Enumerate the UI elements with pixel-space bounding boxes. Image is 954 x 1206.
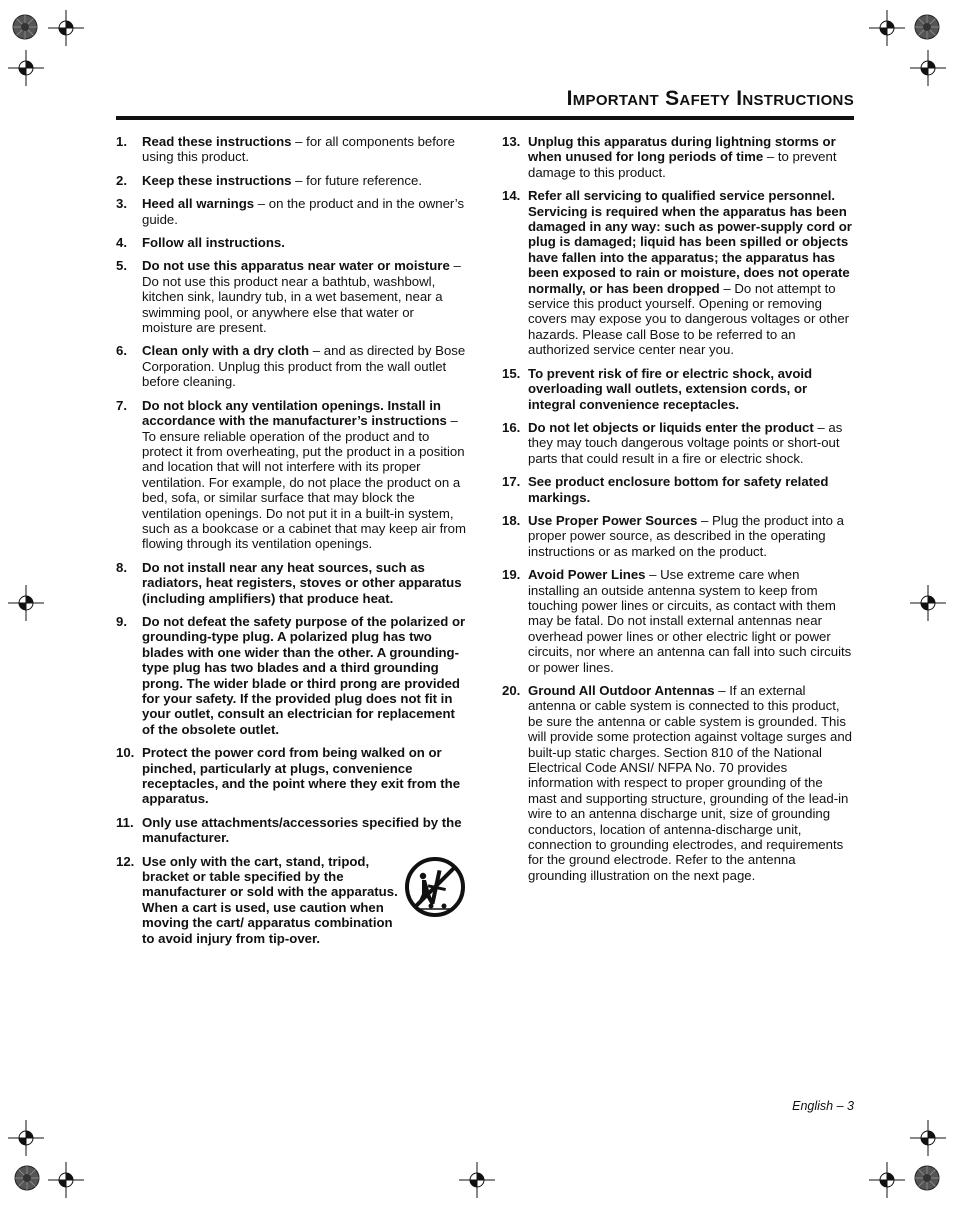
item-body [528,366,854,412]
item-body [142,398,466,552]
item-body [142,560,466,606]
item-heading: Do not use this apparatus near water or moisture [142,258,450,274]
item-number: 3. [116,196,127,212]
list-item [116,854,466,946]
item-heading: Use Proper Power Sources [528,512,698,528]
title-rule [116,116,854,120]
item-body [528,188,854,357]
list-item [116,235,466,250]
item-body [142,815,466,846]
color-wheel-icon [914,14,940,40]
item-number: 13. [502,134,521,149]
item-text: – to prevent damage to this product. [528,149,837,180]
list-item [502,188,854,357]
page-footer: English – 3 [792,1099,854,1113]
list-item [502,366,854,412]
item-heading: To prevent risk of fire or electric shock, avoid overloading wall outlets, extension cords, or integral convenience receptacles. [528,365,813,412]
item-heading: Avoid Power Lines [528,567,646,583]
item-text: – as they may touch dangerous voltage points or short-out parts that could result in a fire or electric shock. [528,419,843,466]
cart-tipover-warning-icon [404,856,466,918]
list-item [116,343,466,389]
item-heading: Follow all instructions. [142,235,285,251]
item-heading: See product enclosure bottom for safety related markings. [528,474,829,505]
item-body [142,134,466,165]
item-number: 17. [502,474,521,490]
item-number: 20. [502,683,521,698]
item-heading: Only use attachments/accessories specified by the manufacturer. [142,814,462,846]
list-item [116,258,466,335]
item-heading: Keep these instructions [142,172,292,188]
item-heading: Clean only with a dry cloth [142,343,310,359]
list-item [116,134,466,165]
item-text: – Do not attempt to service this product yourself. Opening or removing covers may expose you to dangerous voltages or other hazards. Please call Bose to be referred to an authorized service center near you. [528,280,850,358]
list-item [116,745,466,807]
item-body [142,343,466,389]
item-number: 18. [502,512,521,528]
item-heading: Use only with the cart, stand, tripod, bracket or table specified by the manufacturer or sold with the apparatus. When a cart is used, use caution when moving the cart/ apparatus combination to avoid injury from tip-over. [142,853,398,946]
list-item [502,683,854,883]
list-item [502,474,854,505]
list-item [116,398,466,552]
item-heading: Ground All Outdoor Antennas [528,683,715,698]
item-number: 4. [116,235,127,251]
item-text: – Do not use this product near a bathtub, washbowl, kitchen sink, laundry tub, in a wet basement, near a swimming pool, or anywhere else that water or moisture are present. [142,258,461,336]
item-body [142,258,466,335]
list-item [116,614,466,737]
item-body [528,474,854,505]
list-item [116,196,466,227]
item-number: 8. [116,559,127,575]
item-body [142,173,466,188]
item-body [528,420,854,466]
item-number: 2. [116,172,127,188]
item-body [528,513,854,559]
registration-mark-icon [48,10,84,46]
item-number: 14. [502,188,521,204]
list-item [116,173,466,188]
item-number: 5. [116,258,127,274]
left-column [116,134,466,954]
item-text: – and as directed by Bose Corporation. Unplug this product from the wall outlet before cleaning. [142,343,466,390]
item-text: – on the product and in the owner’s guide. [142,196,465,227]
registration-mark-icon [8,1120,44,1156]
registration-mark-icon [869,1162,905,1198]
item-body [142,196,466,227]
item-text: – If an external antenna or cable system is connected to this product, be sure the antenna or cable system is grounded. This will provide some protection against voltage surges and built-up static charges. Section 810 of the National Electrical Code ANSI/ NFPA No. 70 provides information with respect to proper grounding of the mast and supporting structure, grounding of the lead-in wire to an antenna discharge unit, size of grounding conductors, location of antenna-discharge unit, connection to grounding electrodes, and requirements for the ground electrode. Refer to the antenna grounding illustration on the next page. [528,683,853,883]
color-wheel-icon [12,14,38,40]
registration-mark-icon [48,1162,84,1198]
item-number: 12. [116,853,135,869]
item-heading: Refer all servicing to qualified service personnel. Servicing is required when the apparatus has been damaged in any way: such as power-supply cord or plug is damaged; liquid has been spilled or objects have fallen into the apparatus; the apparatus has been exposed to rain or moisture, does not operate normally, or has been dropped [528,188,852,296]
item-heading: Do not block any ventilation openings. Install in accordance with the manufacturer’s instructions [142,397,447,429]
registration-mark-icon [910,50,946,86]
item-body [142,854,466,946]
item-body [142,745,466,807]
item-number: 15. [502,365,521,381]
item-number: 9. [116,613,127,629]
item-body [528,683,854,883]
list-item [502,513,854,559]
item-heading: Heed all warnings [142,196,255,212]
item-text: – for future reference. [291,172,422,188]
item-number: 19. [502,567,521,583]
item-body [528,567,854,675]
item-heading: Do not defeat the safety purpose of the polarized or grounding-type plug. A polarized plug has two blades with one wider than the other. A grounding-type plug has two blades and a third grounding prong. The wider blade or third prong are provided for your safety. If the provided plug does not fit in your outlet, consult an electrician for replacement of the obsolete outlet. [142,613,466,737]
registration-mark-icon [910,585,946,621]
item-number: 11. [116,814,134,830]
registration-mark-icon [459,1162,495,1198]
registration-mark-icon [910,1120,946,1156]
item-heading: Read these instructions [142,134,292,149]
list-item [116,560,466,606]
registration-mark-icon [869,10,905,46]
item-number: 16. [502,419,521,435]
list-item [502,420,854,466]
color-wheel-icon [14,1165,40,1191]
color-wheel-icon [914,1165,940,1191]
list-item [502,567,854,675]
item-body [142,235,466,250]
item-number: 1. [116,134,127,149]
item-heading: Unplug this apparatus during lightning storms or when unused for long periods of time [528,134,836,165]
list-item [116,815,466,846]
item-number: 6. [116,343,127,359]
item-number: 10. [116,745,135,761]
item-heading: Do not install near any heat sources, such as radiators, heat registers, stoves or other apparatus (including amplifiers) that produce heat. [142,559,462,606]
item-heading: Protect the power cord from being walked on or pinched, particularly at plugs, convenience receptacles, and the point where they exit from the apparatus. [142,745,461,807]
registration-mark-icon [8,50,44,86]
page-title: Important Safety Instructions [566,87,854,110]
item-number: 7. [116,397,127,413]
item-body [528,134,854,180]
registration-mark-icon [8,585,44,621]
item-text: – for all components before using this product. [142,134,455,165]
right-column [502,134,854,891]
list-item [502,134,854,180]
item-body [142,614,466,737]
item-text: – Use extreme care when installing an outside antenna system to keep from touching power lines or circuits, as contact with them may be fatal. Do not install external antennas near overhead power lines or other electric light or power circuits, nor where an antenna can fall into such circuits or power lines. [528,567,852,675]
item-text: – To ensure reliable operation of the product and to protect it from overheating, put the product in a position and location that will not interfere with its proper ventilation. For example, do not place the product on a bed, sofa, or similar surface that may block the ventilation openings. Do not put it in a built-in system, such as a bookcase or a cabinet that may keep air from flowing through its ventilation openings. [142,413,466,552]
item-text: – Plug the product into a proper power source, as described in the operating instructions or as marked on the product. [528,512,844,559]
item-heading: Do not let objects or liquids enter the product [528,419,814,435]
